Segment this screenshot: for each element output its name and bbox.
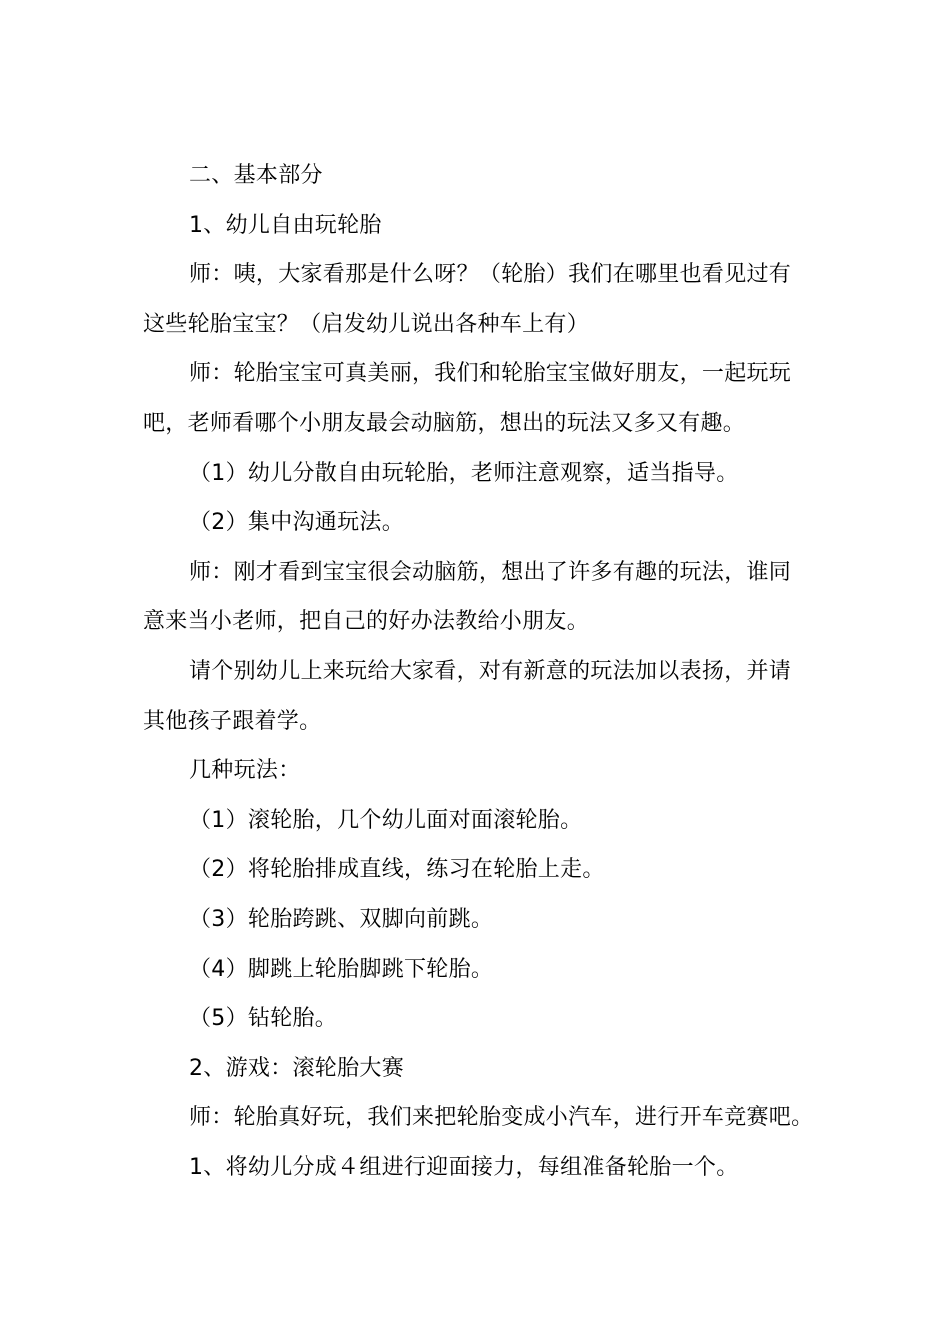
document-body: [143, 151, 814, 1192]
paragraph: 请个别幼儿上来玩给大家看，对有新意的玩法加以表扬，并请其他孩子跟着学。: [143, 658, 792, 734]
paragraph: 师：刚才看到宝宝很会动脑筋，想出了许多有趣的玩法，谁同意来当小老师，把自己的好办法教给小朋友。: [143, 559, 792, 635]
section-heading: 二、基本部分: [189, 163, 323, 188]
paragraph: 师：咦，大家看那是什么呀？（轮胎）我们在哪里也看见过有这些轮胎宝宝？（启发幼儿说出各种车上有）: [143, 262, 792, 337]
list-item: （1）滚轮胎，几个幼儿面对面滚轮胎。: [189, 807, 583, 833]
list-item: （3）轮胎跨跳、双脚向前跳。: [189, 906, 494, 932]
paragraph: 1、将幼儿分成４组进行迎面接力，每组准备轮胎一个。: [189, 1154, 739, 1180]
subsection-heading: 1、幼儿自由玩轮胎: [189, 212, 382, 238]
paragraph: 师：轮胎真好玩，我们来把轮胎变成小汽车，进行开车竞赛吧。: [189, 1105, 814, 1131]
list-item: （1）幼儿分散自由玩轮胎，老师注意观察，适当指导。: [189, 460, 739, 486]
list-item: （4）脚跳上轮胎脚跳下轮胎。: [189, 956, 494, 982]
subsection-heading: 2、游戏：滚轮胎大赛: [189, 1055, 404, 1081]
list-item: （2）将轮胎排成直线，练习在轮胎上走。: [189, 857, 605, 883]
list-item: （2）集中沟通玩法。: [189, 510, 404, 536]
paragraph: 几种玩法：: [189, 758, 301, 784]
paragraph: 师：轮胎宝宝可真美丽，我们和轮胎宝宝做好朋友，一起玩玩吧，老师看哪个小朋友最会动脑筋，想出的玩法又多又有趣。: [143, 361, 792, 436]
list-item: （5）钻轮胎。: [189, 1006, 338, 1032]
